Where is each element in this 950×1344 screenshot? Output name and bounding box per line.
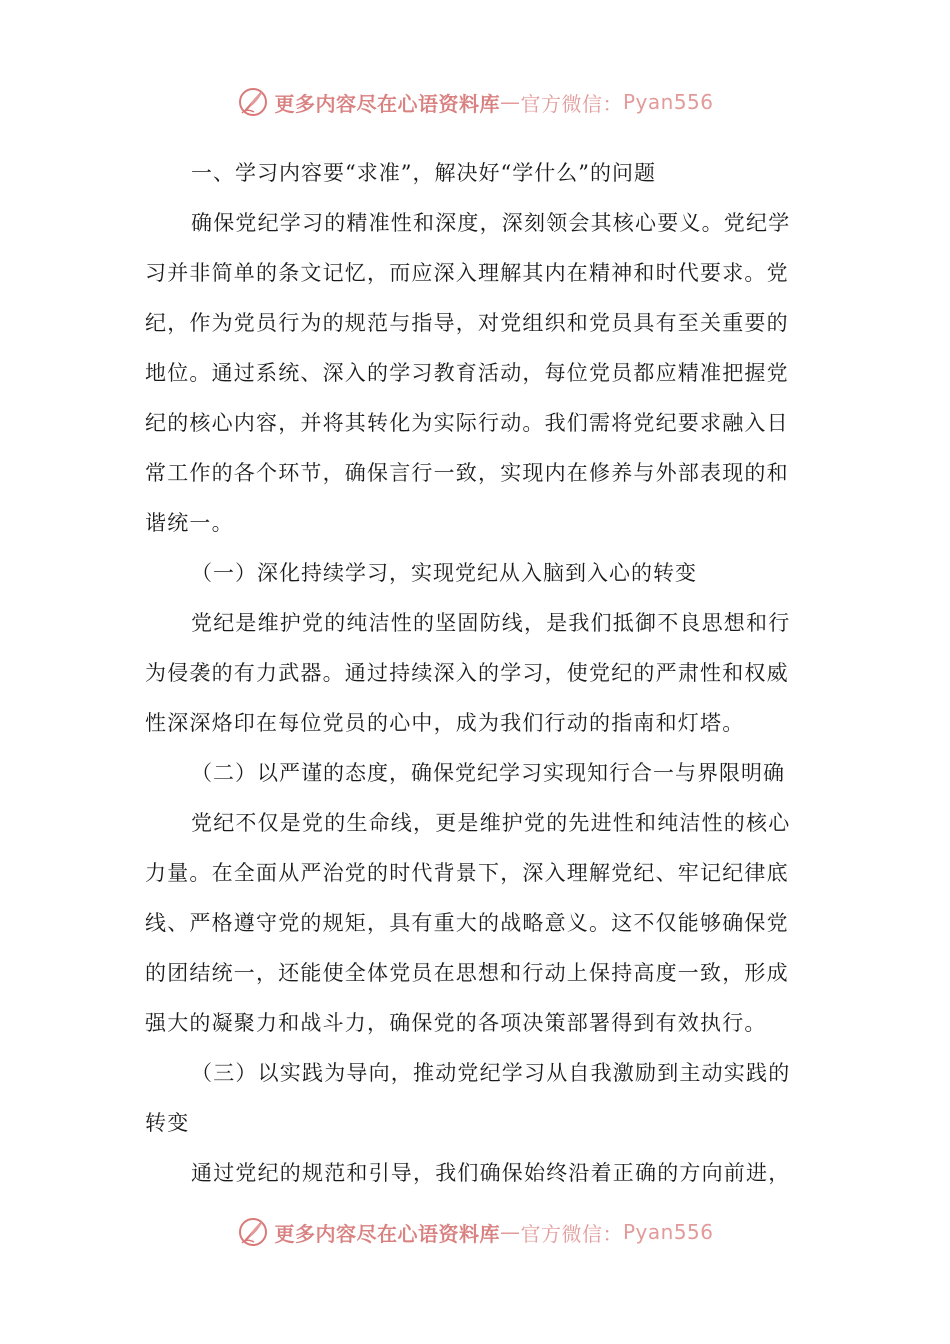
watermark-banner-top [0,82,950,122]
watermark-text-sep: — [499,90,521,114]
text-line: 强大的凝聚力和战斗力，确保党的各项决策部署得到有效执行。 [145,1011,767,1035]
subsection-heading [145,1048,805,1148]
paragraph [145,198,805,548]
quill-logo-icon [236,1215,270,1249]
text-line: 性深深烙印在每位党员的心中，成为我们行动的指南和灯塔。 [145,711,745,735]
subsection-heading: （一）深化持续学习，实现党纪从入脑到入心的转变 [191,561,697,585]
text-line: 常工作的各个环节，确保言行一致，实现内在修养与外部表现的和 [145,461,789,485]
text-line: 线、严格遵守党的规矩，具有重大的战略意义。这不仅能够确保党 [145,911,789,935]
paragraph [145,598,805,748]
document-body [145,148,805,1198]
quill-logo-icon [236,85,270,119]
watermark-banner-bottom [0,1212,950,1252]
text-line: 转变 [145,1111,190,1135]
subsection-heading: （二）以严谨的态度，确保党纪学习实现知行合一与界限明确 [191,761,785,785]
watermark-text-main: 更多内容尽在心语资料库 [274,91,500,116]
watermark-text-id: Pyan556 [622,1220,714,1244]
text-line: 党纪不仅是党的生命线，更是维护党的先进性和纯洁性的核心 [191,811,791,835]
text-line: 为侵袭的有力武器。通过持续深入的学习，使党纪的严肃性和权威 [145,661,789,685]
paragraph [145,1148,805,1198]
watermark-text-main: 更多内容尽在心语资料库 [274,1221,500,1246]
text-line: 谐统一。 [145,511,234,535]
text-line: 力量。在全面从严治党的时代背景下，深入理解党纪、牢记纪律底 [145,861,789,885]
text-line: 党纪是维护党的纯洁性的坚固防线，是我们抵御不良思想和行 [191,611,791,635]
section-heading: 一、学习内容要“求准”，解决好“学什么”的问题 [191,161,656,185]
paragraph [145,798,805,1048]
text-line: 的团结统一，还能使全体党员在思想和行动上保持高度一致，形成 [145,961,789,985]
text-line: 地位。通过系统、深入的学习教育活动，每位党员都应精准把握党 [145,361,789,385]
watermark-text-rest: 官方微信： [520,1221,623,1246]
text-line: 纪，作为党员行为的规范与指导，对党组织和党员具有至关重要的 [145,311,789,335]
text-line: 通过党纪的规范和引导，我们确保始终沿着正确的方向前进， [191,1161,791,1185]
watermark-text-rest: 官方微信： [520,91,623,116]
text-line: 习并非简单的条文记忆，而应深入理解其内在精神和时代要求。党 [145,261,789,285]
text-line: 确保党纪学习的精准性和深度，深刻领会其核心要义。党纪学 [191,211,791,235]
text-line: （三）以实践为导向，推动党纪学习从自我激励到主动实践的 [191,1061,791,1085]
watermark-text-sep: — [499,1220,521,1244]
watermark-text-id: Pyan556 [622,90,714,114]
text-line: 纪的核心内容，并将其转化为实际行动。我们需将党纪要求融入日 [145,411,789,435]
